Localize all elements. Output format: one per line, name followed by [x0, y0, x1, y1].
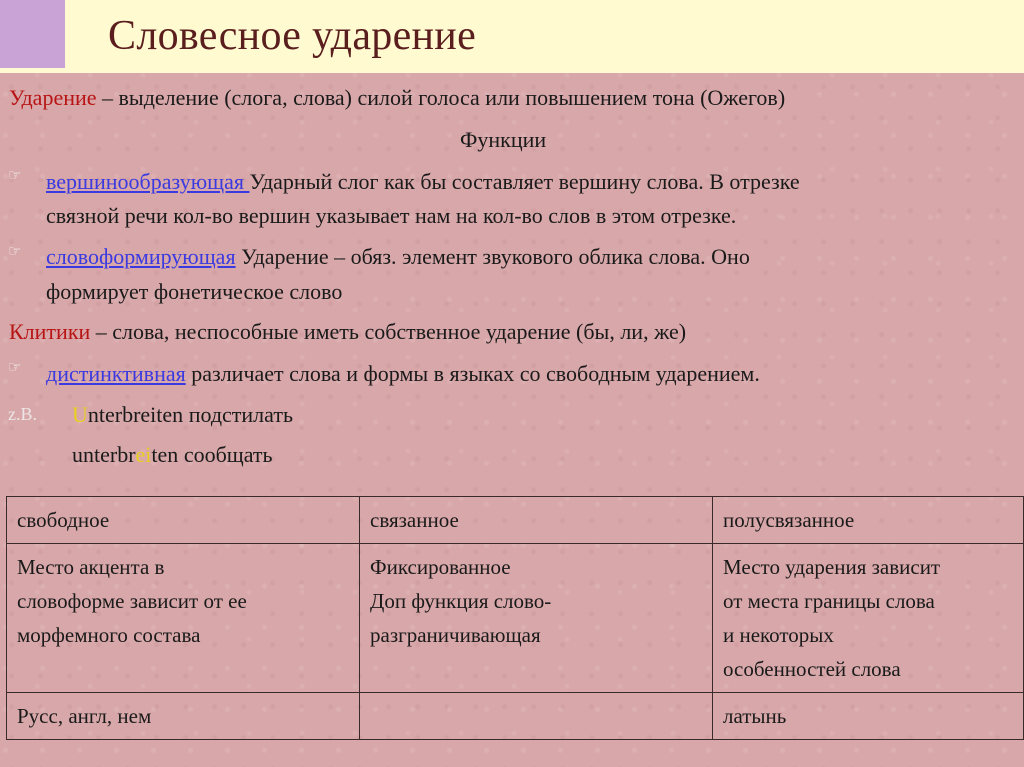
title-banner: [0, 0, 1024, 73]
example-label: z.B.: [8, 404, 37, 424]
table-row: [7, 544, 1024, 693]
cell-free-languages: Русс, англ, нем: [7, 693, 360, 740]
cell-line: разграничивающая: [370, 623, 541, 647]
cell-line: морфемного состава: [17, 623, 201, 647]
header-cell-free: свободное: [7, 497, 360, 544]
function-1-text-a: Ударный слог как бы составляет вершину слова. В отрезке: [249, 169, 800, 194]
function-1-line-b: связной речи кол-во вершин указывает нам на кол-во слов в этом отрезке.: [46, 203, 737, 228]
function-2-line-b: формирует фонетическое слово: [46, 279, 343, 304]
function-3-line: [46, 361, 760, 387]
example-word-1-rest: nterbreiten: [87, 402, 184, 427]
example-word-1-gloss: подстилать: [183, 402, 293, 427]
definition-term: Ударение: [9, 85, 97, 110]
pointing-hand-icon: ☞: [8, 244, 22, 260]
example-word-1: [72, 402, 293, 428]
header-cell-bound: связанное: [360, 497, 713, 544]
function-1-name[interactable]: вершинообразующая: [46, 169, 250, 194]
cell-bound-description: [360, 544, 713, 693]
cell-semibound-description: [713, 544, 1024, 693]
cell-bound-languages: [360, 693, 713, 740]
function-2-line-a: [46, 244, 750, 270]
example-word-2-end: ten: [151, 442, 179, 467]
function-2-name[interactable]: словоформирующая: [46, 244, 236, 269]
cell-free-description: [7, 544, 360, 693]
definition-line: [9, 85, 785, 111]
pointing-hand-icon: ☞: [8, 168, 22, 184]
clitics-line: [9, 319, 686, 345]
clitics-text: – слова, неспособные иметь собственное ударение (бы, ли, же): [90, 319, 687, 344]
cell-line: словоформе зависит от ее: [17, 589, 247, 613]
table-row: [7, 497, 1024, 544]
table-row: [7, 693, 1024, 740]
function-1-line-a: [46, 169, 800, 195]
example-word-2: [72, 442, 273, 468]
clitics-term: Клитики: [9, 319, 91, 344]
cell-line: и некоторых: [723, 623, 834, 647]
cell-line: Фиксированное: [370, 555, 511, 579]
example-word-2-gloss: сообщать: [178, 442, 273, 467]
stress-types-table: [6, 496, 1024, 740]
example-word-2-start: unterbr: [72, 442, 136, 467]
cell-line: Место ударения зависит: [723, 555, 941, 579]
cell-line: Доп функция слово-: [370, 589, 552, 613]
pointing-hand-icon: ☞: [8, 360, 22, 376]
accent-bar: [0, 0, 65, 68]
cell-line: особенностей слова: [723, 657, 901, 681]
function-3-text: различает слова и формы в языках со свободным ударением.: [185, 361, 760, 386]
functions-heading: Функции: [460, 127, 547, 152]
header-cell-semibound: полусвязанное: [713, 497, 1024, 544]
function-2-text-a: Ударение – обяз. элемент звукового облика слова. Оно: [235, 244, 750, 269]
cell-line: от места границы слова: [723, 589, 935, 613]
page-title: Словесное ударение: [108, 13, 477, 59]
cell-semibound-languages: латынь: [713, 693, 1024, 740]
example-word-1-stress: U: [72, 402, 88, 427]
definition-text: – выделение (слога, слова) силой голоса или повышением тона (Ожегов): [96, 85, 786, 110]
example-word-2-stress: ei: [135, 442, 152, 467]
function-3-name[interactable]: дистинктивная: [46, 361, 186, 386]
cell-line: Место акцента в: [17, 555, 165, 579]
